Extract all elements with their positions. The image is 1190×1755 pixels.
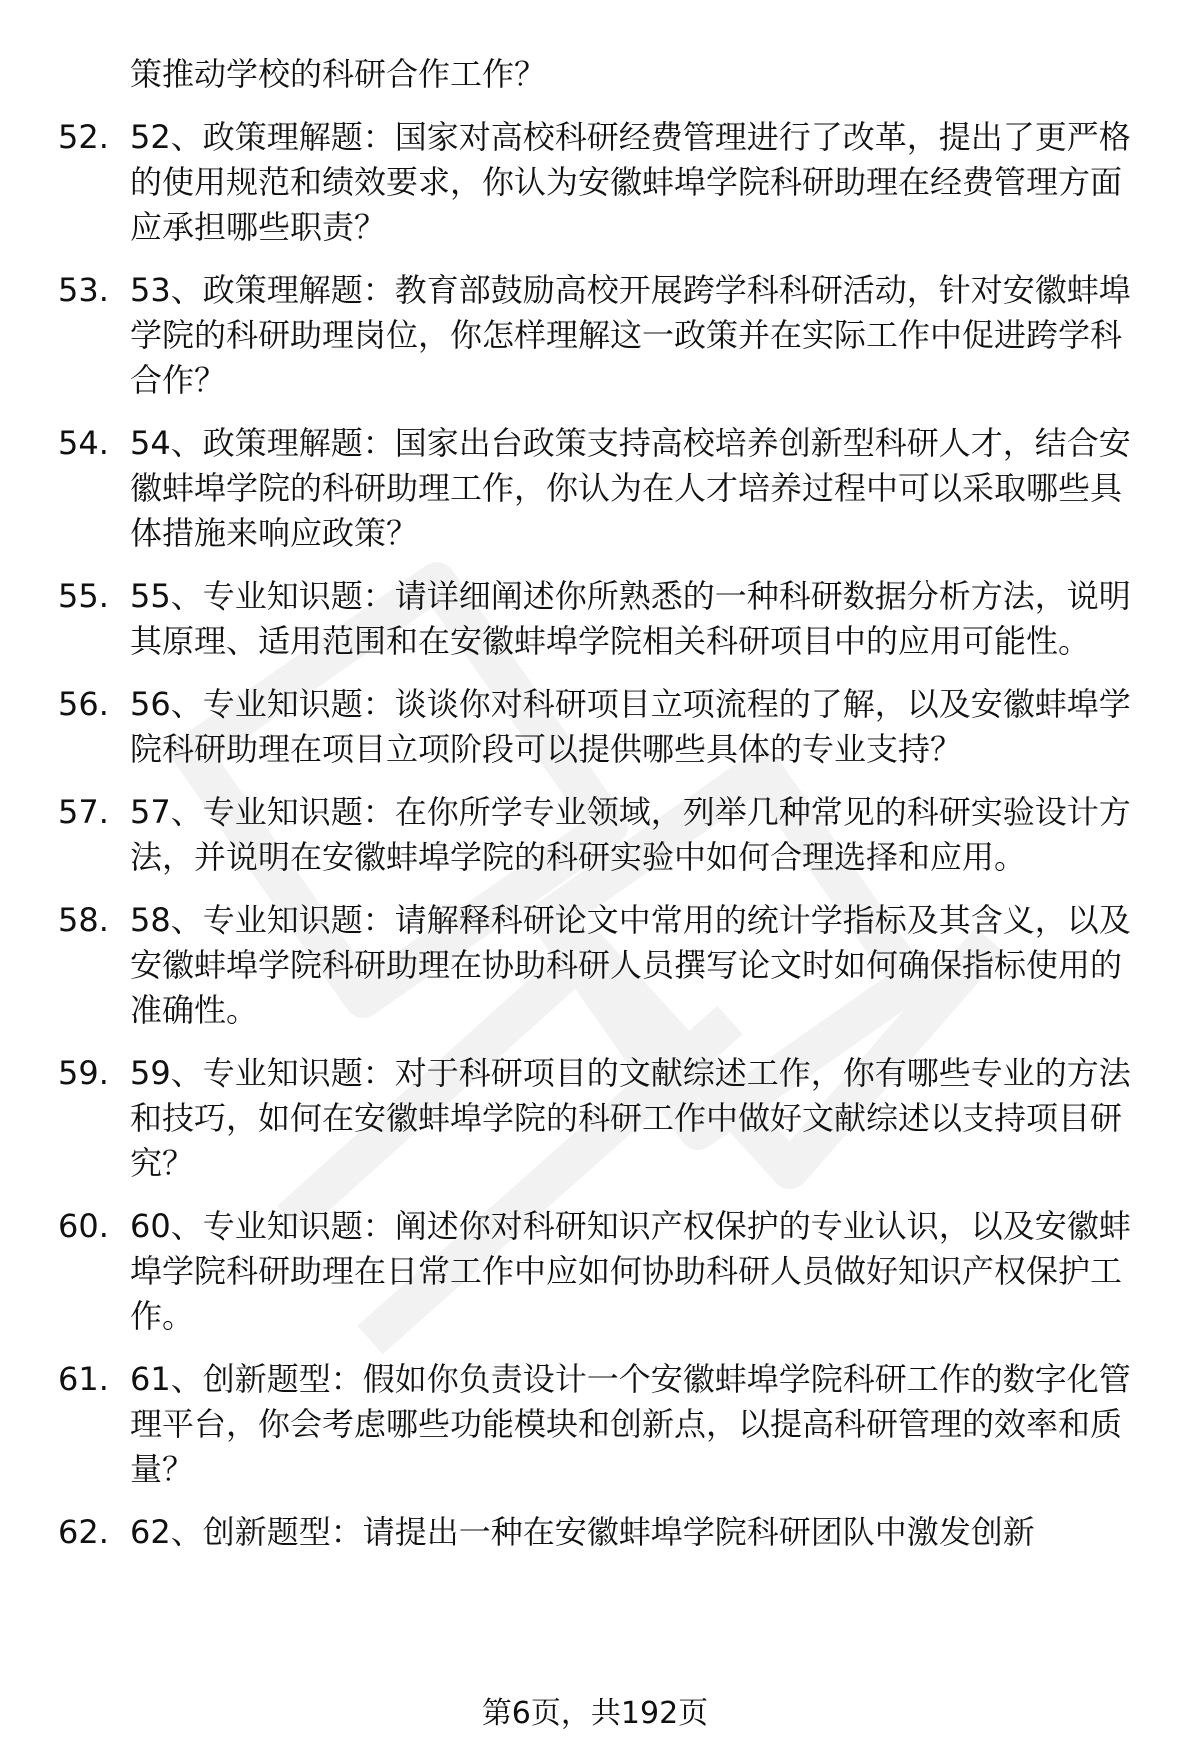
- question-number: 53.: [58, 271, 109, 309]
- question-number: 62.: [58, 1513, 109, 1551]
- question-text: 62、创新题型：请提出一种在安徽蚌埠学院科研团队中激发创新: [130, 1513, 1035, 1551]
- question-text: 56、专业知识题：谈谈你对科研项目立项流程的了解，以及安徽蚌埠学院科研助理在项目立项阶段可以提供哪些具体的专业支持？: [130, 685, 1131, 768]
- question-item: [58, 898, 1150, 1033]
- question-text: 60、专业知识题：阐述你对科研知识产权保护的专业认识，以及安徽蚌埠学院科研助理在日常工作中应如何协助科研人员做好知识产权保护工作。: [130, 1207, 1131, 1335]
- question-text: 52、政策理解题：国家对高校科研经费管理进行了改革，提出了更严格的使用规范和绩效要求，你认为安徽蚌埠学院科研助理在经费管理方面应承担哪些职责？: [130, 118, 1131, 246]
- question-item: [58, 574, 1150, 664]
- question-number: 54.: [58, 424, 109, 462]
- question-number: 56.: [58, 685, 109, 723]
- question-text: 61、创新题型：假如你负责设计一个安徽蚌埠学院科研工作的数字化管理平台，你会考虑哪些功能模块和创新点，以提高科研管理的效率和质量？: [130, 1360, 1131, 1488]
- question-number: 52.: [58, 118, 109, 156]
- question-number: 58.: [58, 901, 109, 939]
- question-item: [58, 115, 1150, 250]
- question-number: 59.: [58, 1054, 109, 1092]
- question-item: [58, 268, 1150, 403]
- question-text: 54、政策理解题：国家出台政策支持高校培养创新型科研人才，结合安徽蚌埠学院的科研助理工作，你认为在人才培养过程中可以采取哪些具体措施来响应政策？: [130, 424, 1131, 552]
- page-footer: 第6页，共192页: [481, 1696, 709, 1731]
- question-text: 53、政策理解题：教育部鼓励高校开展跨学科科研活动，针对安徽蚌埠学院的科研助理岗位，你怎样理解这一政策并在实际工作中促进跨学科合作？: [130, 271, 1131, 399]
- question-item: [58, 1051, 1150, 1186]
- question-text: 59、专业知识题：对于科研项目的文献综述工作，你有哪些专业的方法和技巧，如何在安徽蚌埠学院的科研工作中做好文献综述以支持项目研究？: [130, 1054, 1131, 1182]
- question-list: [58, 115, 1150, 1573]
- question-number: 60.: [58, 1207, 109, 1245]
- question-item: [58, 421, 1150, 556]
- question-text: 57、专业知识题：在你所学专业领域，列举几种常见的科研实验设计方法，并说明在安徽蚌埠学院的科研实验中如何合理选择和应用。: [130, 793, 1131, 876]
- continuation-text: 策推动学校的科研合作工作？: [130, 55, 547, 93]
- question-text: 55、专业知识题：请详细阐述你所熟悉的一种科研数据分析方法，说明其原理、适用范围和在安徽蚌埠学院相关科研项目中的应用可能性。: [130, 577, 1131, 660]
- question-item: [58, 1357, 1150, 1492]
- question-item: [58, 1510, 1150, 1555]
- question-number: 55.: [58, 577, 109, 615]
- question-number: 57.: [58, 793, 109, 831]
- question-number: 61.: [58, 1360, 109, 1398]
- question-text: 58、专业知识题：请解释科研论文中常用的统计学指标及其含义，以及安徽蚌埠学院科研助理在协助科研人员撰写论文时如何确保指标使用的准确性。: [130, 901, 1131, 1029]
- question-item: [58, 682, 1150, 772]
- question-item: [58, 1204, 1150, 1339]
- question-item: [58, 790, 1150, 880]
